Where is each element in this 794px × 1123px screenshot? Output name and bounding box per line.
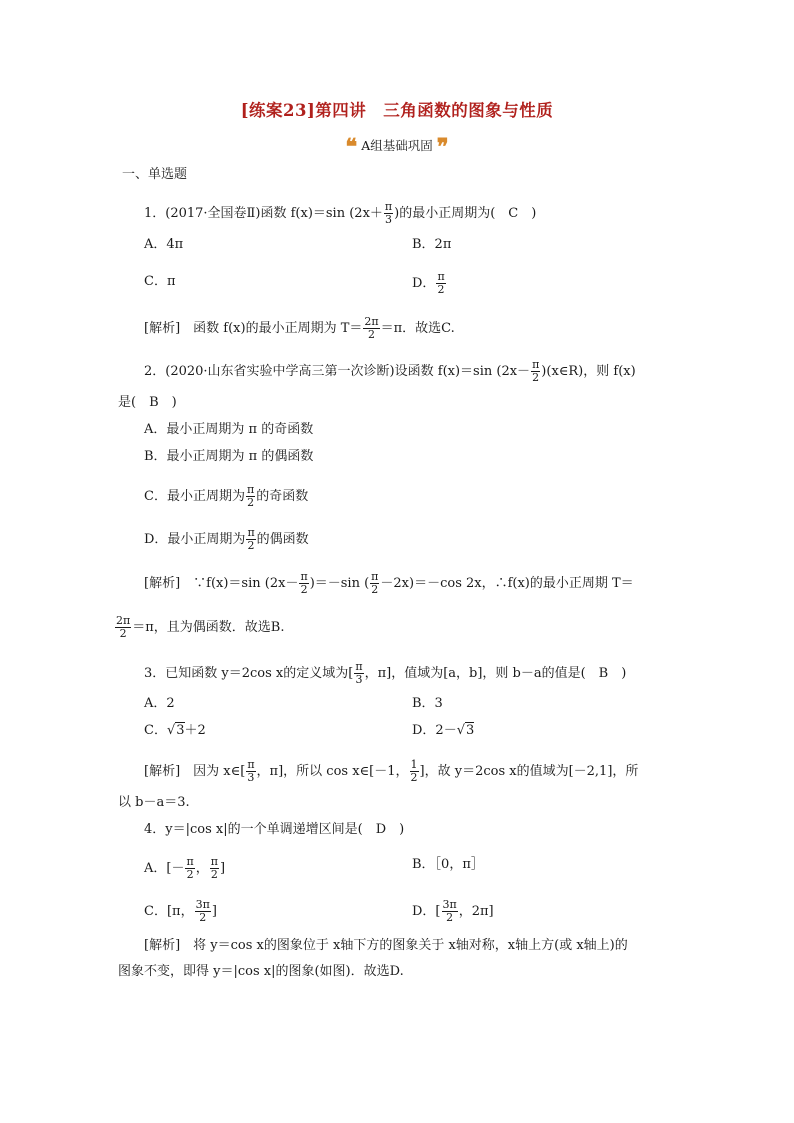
q1-stem [144,201,536,226]
frac-den: 2 [115,627,131,640]
q1-option-d-fraction [436,271,445,296]
q3-analysis-prefix: [解析] 因为 x∈[ [144,764,246,779]
q4-option-a-fraction-1 [185,856,194,881]
frac-num: 3π [442,898,457,911]
q2-option-d [144,527,309,552]
q3-stem-prefix: 3．已知函数 y＝2cos x的定义域为[ [144,666,354,681]
frac-den: 2 [410,771,418,784]
frac-num: π [246,483,255,496]
q3-analysis [144,759,638,784]
frac-num: π [210,855,218,868]
frac-num: π [186,855,194,868]
q4-option-b: B．［0，π］ [412,857,484,872]
q1-option-a: A．4π [144,237,184,252]
q4-option-d-prefix: D．[ [412,904,441,919]
frac-den: 2 [300,583,308,596]
q4-stem: 4．y＝|cos x|的一个单调递增区间是( D ) [144,822,405,837]
q2-analysis-suffix: －2x)＝－cos 2x，∴f(x)的最小正周期 T＝ [380,576,634,591]
q1-option-d [412,271,447,296]
q2-option-c [144,484,308,509]
frac-num: 3π [195,898,210,911]
frac-den: 3 [355,673,363,686]
q4-option-d [412,899,494,924]
frac-den: 2 [195,911,211,924]
q2-stem-suffix: )(x∈R)，则 f(x) [541,364,636,379]
page-title: [练案23]第四讲 三角函数的图象与性质 [240,101,554,120]
q3-option-c-radicand: 3 [176,723,185,738]
q4-option-c [144,899,217,924]
q2-analysis-line2-suffix: ＝π，且为偶函数．故选B. [132,620,285,635]
q3-option-b: B．3 [412,696,443,711]
q2-option-c-prefix: C．最小正周期为 [144,489,245,504]
q1-stem-prefix: 1．(2017·全国卷Ⅱ)函数 f(x)＝sin (2x＋ [144,206,383,221]
frac-den: 2 [437,283,445,296]
frac-den: 2 [186,868,194,881]
q4-option-a-suffix: ] [219,861,226,876]
q1-analysis-prefix: [解析] 函数 f(x)的最小正周期为 T＝ [144,321,363,336]
q4-option-a [144,856,225,881]
q2-analysis [144,571,634,596]
frac-den: 2 [532,371,540,384]
frac-num: π [300,570,308,583]
frac-num: π [247,758,255,771]
sqrt-icon: √ [456,723,465,738]
q4-analysis-line1: [解析] 将 y＝cos x的图象位于 x轴下方的图象关于 x轴对称，x轴上方(或 x轴上)的 [144,938,628,953]
q1-analysis [144,316,455,341]
q1-stem-fraction [384,201,393,226]
frac-den: 2 [442,911,458,924]
frac-den: 2 [371,583,379,596]
q3-option-c-suffix: ＋2 [184,723,206,738]
frac-den: 2 [363,328,379,341]
q2-analysis-fraction-1 [299,571,308,596]
q3-analysis-mid: ，π]，所以 cos x∈[－1， [256,764,409,779]
close-quote-icon: ❞ [436,134,449,160]
q3-option-d-radicand: 3 [466,723,475,738]
q2-option-d-prefix: D．最小正周期为 [144,532,246,547]
q3-stem-fraction [354,661,363,686]
q2-analysis-mid: )＝－sin ( [309,576,370,591]
q4-option-c-suffix: ] [211,904,217,919]
group-heading [0,134,794,160]
q3-option-d [412,722,474,740]
q4-option-d-fraction [442,899,458,924]
q3-option-c [144,722,206,740]
q4-option-a-mid: ， [195,861,209,876]
frac-den: 3 [247,771,255,784]
q4-analysis-line2: 图象不变，即得 y＝|cos x|的图象(如图)．故选D. [118,964,404,979]
q4-option-c-fraction [195,899,211,924]
q1-option-d-prefix: D． [412,276,436,291]
frac-num: π [532,358,540,371]
q4-option-a-fraction-2 [210,856,219,881]
frac-num: π [247,526,255,539]
q2-stem-prefix: 2．(2020·山东省实验中学高三第一次诊断)设函数 f(x)＝sin (2x－ [144,364,531,379]
q3-analysis-fraction-2 [410,759,419,784]
q2-stem-fraction [531,359,540,384]
frac-num: π [437,270,445,283]
frac-num: 1 [410,758,418,771]
q1-analysis-fraction [363,316,379,341]
q1-option-b: B．2π [412,237,452,252]
frac-den: 2 [247,539,255,552]
q2-option-b: B．最小正周期为 π 的偶函数 [144,449,314,464]
q3-option-c-prefix: C． [144,723,167,738]
sqrt-icon: √ [166,723,176,738]
frac-num: π [371,570,379,583]
q2-stem-line2: 是( B ) [118,395,177,410]
q2-option-a: A．最小正周期为 π 的奇函数 [144,422,314,437]
q1-stem-suffix: )的最小正周期为( C ) [394,206,537,221]
q4-option-a-prefix: A．[－ [144,861,185,876]
open-quote-icon: ❝ [345,134,358,160]
q2-option-d-suffix: 的偶函数 [256,532,309,547]
q2-analysis-line2-fraction [115,615,131,640]
frac-den: 3 [385,213,393,226]
q2-stem [144,359,636,384]
q3-option-d-prefix: D．2－ [412,723,457,738]
q3-analysis-fraction-1 [246,759,255,784]
frac-num: 2π [364,315,379,328]
q2-option-c-suffix: 的奇函数 [256,489,309,504]
section-heading: 一、单选题 [122,167,188,182]
q4-option-c-prefix: C．[π， [144,904,194,919]
group-label: A组基础巩固 [361,138,433,153]
q2-analysis-prefix: [解析] ∵f(x)＝sin (2x－ [144,576,299,591]
q3-analysis-line2: 以 b－a＝3. [118,795,190,810]
frac-den: 2 [247,496,255,509]
frac-den: 2 [210,868,218,881]
q3-stem-suffix: ，π]，值域为[a，b]，则 b－a的值是( B ) [364,666,627,681]
q3-analysis-suffix: ]，故 y＝2cos x的值域为[－2,1]，所 [419,764,639,779]
frac-num: π [355,660,363,673]
frac-num: 2π [116,614,131,627]
frac-num: π [384,200,393,213]
q2-analysis-line2 [114,615,284,640]
q1-option-c: C．π [144,274,176,289]
q4-option-d-suffix: ，2π] [458,904,494,919]
q2-option-d-fraction [246,527,255,552]
q3-stem [144,661,626,686]
q1-analysis-suffix: ＝π．故选C. [380,321,455,336]
q2-analysis-fraction-2 [370,571,379,596]
q2-option-c-fraction [246,484,255,509]
q3-option-a: A．2 [144,696,175,711]
